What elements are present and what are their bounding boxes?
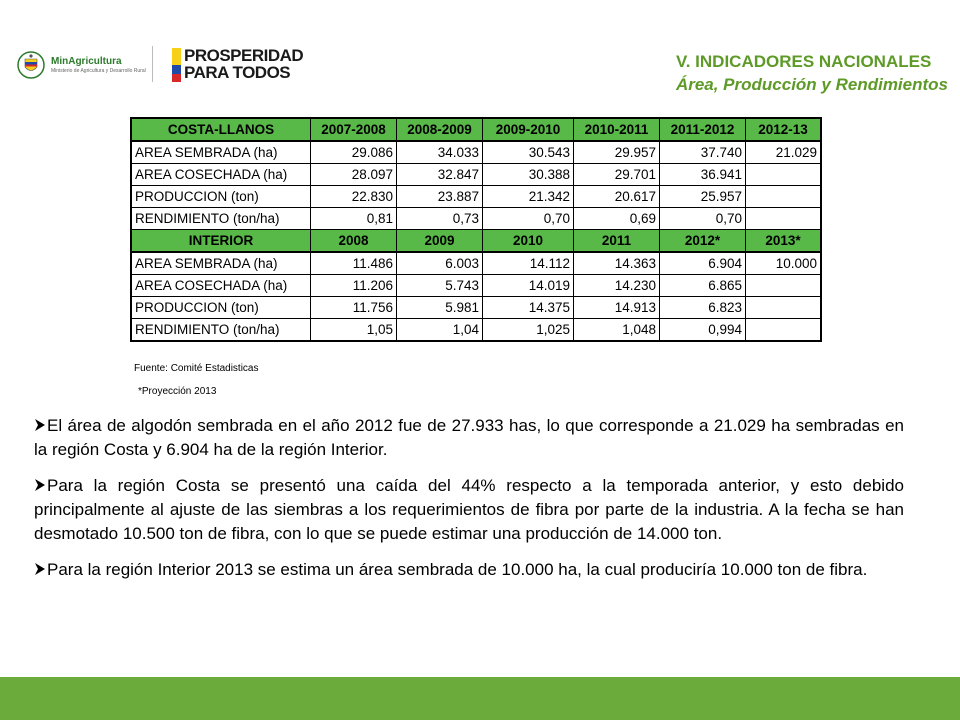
column-header: 2009 [397, 230, 483, 253]
table-cell: 28.097 [311, 164, 397, 186]
table-cell: 0,70 [660, 208, 746, 230]
column-header: 2008 [311, 230, 397, 253]
table-cell [746, 275, 822, 297]
column-header: 2007-2008 [311, 118, 397, 141]
table-cell: 14.019 [483, 275, 574, 297]
table-cell [746, 164, 822, 186]
projection-note: *Proyección 2013 [138, 386, 217, 397]
table-cell: 25.957 [660, 186, 746, 208]
prosperidad-line1: PROSPERIDAD [184, 46, 304, 65]
table-cell: 14.112 [483, 252, 574, 275]
table-cell: 32.847 [397, 164, 483, 186]
table-section-header [131, 118, 821, 141]
table-cell: 11.486 [311, 252, 397, 275]
table-cell: 30.388 [483, 164, 574, 186]
table-cell: 1,025 [483, 319, 574, 342]
bullet-text: Para la región Interior 2013 se estima un área sembrada de 10.000 ha, la cual produciría 10.000 ton de fibra. [47, 560, 868, 579]
column-header: 2012-13 [746, 118, 822, 141]
table-cell: 0,70 [483, 208, 574, 230]
ministry-name: MinAgricultura [51, 55, 122, 67]
logo-divider [152, 46, 153, 82]
arrow-bullet-icon [34, 418, 46, 432]
flag-bars-icon [172, 48, 181, 82]
table-row [131, 141, 821, 164]
table-cell: 0,69 [574, 208, 660, 230]
table-cell: 5.743 [397, 275, 483, 297]
column-header: 2011-2012 [660, 118, 746, 141]
ministry-logo [16, 48, 152, 82]
footer-bar [0, 677, 960, 720]
table-row [131, 164, 821, 186]
ministry-subtitle: Ministerio de Agricultura y Desarrollo Rural [51, 67, 146, 74]
indicators-table [130, 117, 822, 342]
coat-of-arms-icon [16, 50, 46, 80]
table-cell: 5.981 [397, 297, 483, 319]
prosperidad-line2: PARA TODOS [184, 63, 291, 82]
bullet-text: El área de algodón sembrada en el año 2012 fue de 27.933 has, lo que corresponde a 21.029 ha sembradas en la región Costa y 6.904 ha de la región Interior. [34, 416, 904, 459]
row-label: RENDIMIENTO (ton/ha) [131, 319, 311, 342]
table-cell: 29.701 [574, 164, 660, 186]
table-row [131, 208, 821, 230]
table-cell: 20.617 [574, 186, 660, 208]
table-cell: 34.033 [397, 141, 483, 164]
source-note: Fuente: Comité Estadisticas [134, 363, 259, 374]
table-cell: 14.375 [483, 297, 574, 319]
column-header: 2008-2009 [397, 118, 483, 141]
table-cell: 0,73 [397, 208, 483, 230]
table-cell [746, 208, 822, 230]
table-cell: 1,04 [397, 319, 483, 342]
slide-title-block [676, 52, 948, 96]
table-cell: 36.941 [660, 164, 746, 186]
table-cell: 11.206 [311, 275, 397, 297]
slide-subtitle: Área, Producción y Rendimientos [675, 75, 948, 94]
bullet-text: Para la región Costa se presentó una caída del 44% respecto a la temporada anterior, y esto debido principalmente al ajuste de las siembras a los requerimientos de fibra por parte de la industria. A la fecha se han desmotado 10.500 ton de fibra, con lo que se puede estimar una producción de 14.000 ton. [34, 476, 904, 543]
table-notes [134, 362, 259, 398]
table-cell: 21.342 [483, 186, 574, 208]
column-header: 2011 [574, 230, 660, 253]
slide-title: V. INDICADORES NACIONALES [675, 52, 932, 71]
table-cell [746, 297, 822, 319]
table-row [131, 297, 821, 319]
bullet-item [34, 558, 904, 582]
bullet-item [34, 474, 904, 546]
table-cell: 14.230 [574, 275, 660, 297]
row-label: AREA SEMBRADA (ha) [131, 141, 311, 164]
arrow-bullet-icon [34, 562, 46, 576]
table-row [131, 252, 821, 275]
section-label: COSTA-LLANOS [131, 118, 311, 141]
table-cell: 10.000 [746, 252, 822, 275]
table-cell: 1,048 [574, 319, 660, 342]
table-cell: 6.904 [660, 252, 746, 275]
column-header: 2009-2010 [483, 118, 574, 141]
table-row [131, 319, 821, 342]
column-header: 2012* [660, 230, 746, 253]
row-label: PRODUCCION (ton) [131, 297, 311, 319]
row-label: AREA COSECHADA (ha) [131, 275, 311, 297]
table-cell: 21.029 [746, 141, 822, 164]
table-cell: 29.957 [574, 141, 660, 164]
row-label: PRODUCCION (ton) [131, 186, 311, 208]
table-row [131, 275, 821, 297]
row-label: RENDIMIENTO (ton/ha) [131, 208, 311, 230]
table-cell: 14.363 [574, 252, 660, 275]
table-cell [746, 186, 822, 208]
table-cell: 22.830 [311, 186, 397, 208]
table-cell: 11.756 [311, 297, 397, 319]
table-cell: 37.740 [660, 141, 746, 164]
row-label: AREA SEMBRADA (ha) [131, 252, 311, 275]
bullet-list [34, 414, 904, 594]
table-row [131, 186, 821, 208]
prosperidad-logo [172, 47, 312, 83]
row-label: AREA COSECHADA (ha) [131, 164, 311, 186]
table-cell: 6.865 [660, 275, 746, 297]
table-cell: 30.543 [483, 141, 574, 164]
bullet-item [34, 414, 904, 462]
arrow-bullet-icon [34, 478, 46, 492]
table-cell: 0,994 [660, 319, 746, 342]
table-cell: 1,05 [311, 319, 397, 342]
column-header: 2013* [746, 230, 822, 253]
table-cell: 6.823 [660, 297, 746, 319]
table-cell [746, 319, 822, 342]
table-cell: 6.003 [397, 252, 483, 275]
table-cell: 14.913 [574, 297, 660, 319]
section-label: INTERIOR [131, 230, 311, 253]
column-header: 2010 [483, 230, 574, 253]
column-header: 2010-2011 [574, 118, 660, 141]
table-cell: 0,81 [311, 208, 397, 230]
table-cell: 29.086 [311, 141, 397, 164]
table-section-header [131, 230, 821, 253]
table-cell: 23.887 [397, 186, 483, 208]
